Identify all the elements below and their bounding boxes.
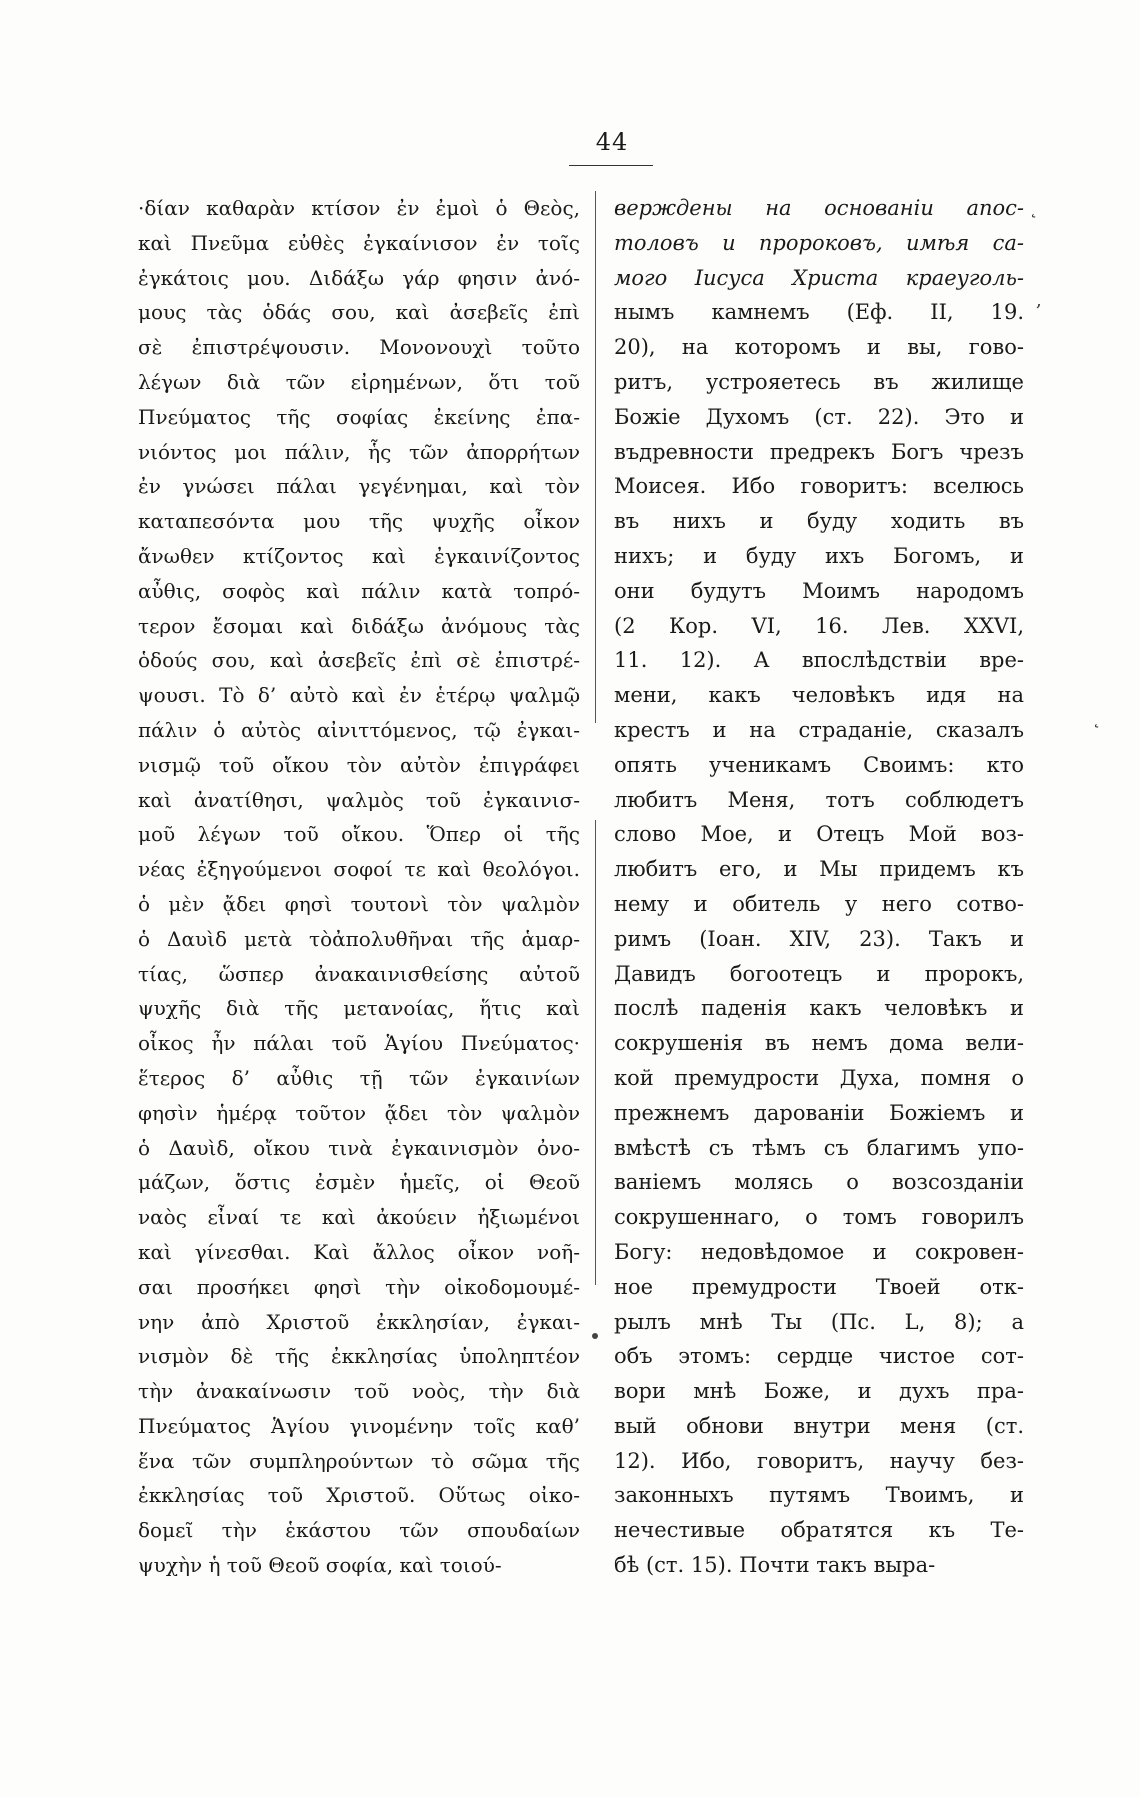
text-line: Моисея. Ибо говоритъ: вселюсь — [614, 474, 1024, 499]
text-line: любитъ Меня, тотъ соблюдетъ — [614, 787, 1024, 812]
text-line: ἐκκλησίας τοῦ Χριστοῦ. Οὕτως οἰκο- — [138, 1483, 580, 1508]
text-line: νισμὸν δὲ τῆς ἐκκλησίας ὑποληπτέον — [138, 1344, 580, 1369]
text-line: τερον ἔσομαι καὶ διδάξω ἀνόμους τὰς — [138, 613, 580, 638]
text-line: кой премудрости Духа, помня о — [614, 1065, 1024, 1090]
text-line: ὁδούς σου, καὶ ἀσεβεῖς ἐπὶ σὲ ἐπιστρέ- — [138, 648, 580, 673]
text-line: μοῦ λέγων τοῦ οἴκου. Ὅπερ οἱ τῆς — [138, 822, 580, 847]
page-number: 44 — [595, 128, 629, 156]
text-line: ное премудрости Твоей отк- — [614, 1274, 1024, 1299]
text-line: σαι προσήκει φησὶ τὴν οἰκοδομουμέ- — [138, 1274, 580, 1299]
text-line: σὲ ἐπιστρέψουσιν. Μονονουχὶ τοῦτο — [138, 335, 580, 360]
text-line: καὶ Πνεῦμα εὐθὲς ἐγκαίνισον ἐν τοῖς — [138, 230, 580, 255]
text-line: крестъ и на страданіе, сказалъ — [614, 717, 1024, 742]
text-line: въдревности предрекъ Богъ чрезъ — [614, 439, 1024, 464]
text-line: нечестивые обратятся къ Те- — [614, 1518, 1024, 1543]
text-line: αὖθις, σοφὸς καὶ πάλιν κατὰ τοπρό- — [138, 578, 580, 603]
text-line: ψουσι. Τὸ δ’ αὐτὸ καὶ ἐν ἑτέρῳ ψαλμῷ — [138, 683, 580, 708]
margin-mark: ˛ — [1029, 198, 1038, 219]
russian-column — [614, 191, 1024, 1583]
text-line: Πνεύματος τῆς σοφίας ἐκείνης ἐπα- — [138, 404, 580, 429]
text-line: толовъ и пророковъ, имѣя са- — [614, 230, 1024, 255]
text-line: ·δίαν καθαρὰν κτίσον ἐν ἐμοὶ ὁ Θεὸς, — [138, 196, 580, 220]
text-line: λέγων διὰ τῶν εἰρημένων, ὅτι τοῦ — [138, 369, 580, 394]
text-line: верждены на основаніи апос- — [614, 196, 1024, 220]
text-line: τίας, ὥσπερ ἀνακαινισθείσης αὐτοῦ — [138, 961, 580, 986]
text-line: πάλιν ὁ αὐτὸς αἰνιττόμενος, τῷ ἐγκαι- — [138, 717, 580, 742]
text-line: 12). Ибо, говоритъ, научу без- — [614, 1448, 1024, 1473]
text-line: прежнемъ дарованіи Божіемъ и — [614, 1100, 1024, 1125]
text-line: δομεῖ τὴν ἑκάστου τῶν σπουδαίων — [138, 1518, 580, 1543]
text-line: ἕτερος δ’ αὖθις τῇ τῶν ἐγκαινίων — [138, 1065, 580, 1090]
text-line: ἄνωθεν κτίζοντος καὶ ἐγκαινίζοντος — [138, 543, 580, 568]
text-line: мого Іисуса Христа краеуголь- — [614, 265, 1024, 290]
divider-dot — [592, 1333, 598, 1339]
text-line: νην ἀπὸ Χριστοῦ ἐκκλησίαν, ἐγκαι- — [138, 1309, 580, 1334]
text-line: нихъ; и буду ихъ Богомъ, и — [614, 543, 1024, 568]
text-line: μους τὰς ὁδάς σου, καὶ ἀσεβεῖς ἐπὶ — [138, 300, 580, 325]
text-line: рылъ мнѣ Ты (Пс. L, 8); а — [614, 1309, 1024, 1334]
greek-column — [138, 191, 580, 1583]
text-line: ὁ μὲν ᾄδει φησὶ τουτονὶ τὸν ψαλμὸν — [138, 891, 580, 916]
text-line: οἶκος ἦν πάλαι τοῦ Ἁγίου Πνεύματος· — [138, 1031, 580, 1056]
text-line: вмѣстѣ съ тѣмъ съ благимъ упо- — [614, 1135, 1024, 1160]
text-line: νιόντος μοι πάλιν, ἧς τῶν ἀπορρήτων — [138, 439, 580, 464]
text-line: ψυχῆς διὰ τῆς μετανοίας, ἥτις καὶ — [138, 996, 580, 1021]
page-number-rule — [569, 165, 653, 166]
text-line: вори мнѣ Боже, и духъ пра- — [614, 1379, 1024, 1404]
text-line: καὶ ἀνατίθησι, ψαλμὸς τοῦ ἐγκαινισ- — [138, 787, 580, 812]
text-line: Божіе Духомъ (ст. 22). Это и — [614, 404, 1024, 429]
text-line: Богу: недовѣдомое и сокровен- — [614, 1239, 1024, 1264]
text-line: Πνεύματος Ἁγίου γινομένην τοῖς καθ’ — [138, 1413, 580, 1438]
text-line: нымъ камнемъ (Еф. II, 19. — [614, 300, 1024, 325]
text-line: ψυχὴν ἡ τοῦ Θεοῦ σοφία, καὶ τοιού- — [138, 1553, 502, 1578]
text-line: сокрушенія въ немъ дома вели- — [614, 1031, 1024, 1056]
text-line: Давидъ богоотецъ и пророкъ, — [614, 961, 1024, 986]
text-line: ὁ Δαυὶδ μετὰ τὸἀπολυθῆναι τῆς ἁμαρ- — [138, 926, 580, 951]
text-line: 11. 12). А впослѣдствіи вре- — [614, 648, 1024, 673]
text-line: римъ (Іоан. XIV, 23). Такъ и — [614, 926, 1024, 951]
text-line: они будутъ Моимъ народомъ — [614, 578, 1024, 603]
text-line: ναὸς εἶναί τε καὶ ἀκούειν ἠξιωμένοι — [138, 1205, 580, 1230]
text-line: объ этомъ: сердце чистое сот- — [614, 1344, 1024, 1369]
text-line: ваніемъ молясь о возсозданіи — [614, 1170, 1024, 1195]
text-line: καταπεσόντα μου τῆς ψυχῆς οἶκον — [138, 509, 580, 534]
text-line: ὁ Δαυὶδ, οἴκου τινὰ ἐγκαινισμὸν ὀνο- — [138, 1135, 580, 1160]
text-line: (2 Кор. VI, 16. Лев. XXVI, — [614, 613, 1024, 638]
text-line: νέας ἐξηγούμενοι σοφοί τε καὶ θεολόγοι. — [138, 857, 580, 882]
text-line: τὴν ἀνακαίνωσιν τοῦ νοὸς, τὴν διὰ — [138, 1379, 580, 1404]
text-line: мени, какъ человѣкъ идя на — [614, 683, 1024, 708]
text-line: καὶ γίνεσθαι. Καὶ ἄλλος οἶκον νοῆ- — [138, 1239, 580, 1264]
text-line: ἐγκάτοις μου. Διδάξω γάρ φησιν ἀνό- — [138, 265, 580, 290]
text-line: вый обнови внутри меня (ст. — [614, 1413, 1024, 1438]
text-line: ритъ, устрояетесь въ жилище — [614, 369, 1024, 394]
text-line: 20), на которомъ и вы, гово- — [614, 335, 1024, 360]
text-line: νισμῷ τοῦ οἴκου τὸν αὐτὸν ἐπιγράφει — [138, 752, 580, 777]
text-line: нему и обитель у него сотво- — [614, 891, 1024, 916]
margin-mark: , — [1036, 290, 1042, 311]
margin-mark: ˛ — [1092, 708, 1101, 729]
text-line: слово Мое, и Отецъ Мой воз- — [614, 822, 1024, 847]
text-line: сокрушеннаго, о томъ говорилъ — [614, 1205, 1024, 1230]
text-line: ἐν γνώσει πάλαι γεγένημαι, καὶ τὸν — [138, 474, 580, 499]
text-line: μάζων, ὅστις ἐσμὲν ἡμεῖς, οἱ Θεοῦ — [138, 1170, 580, 1195]
text-line: φησὶν ἡμέρᾳ τοῦτον ᾄδει τὸν ψαλμὸν — [138, 1100, 580, 1125]
column-divider-lower — [595, 820, 596, 1285]
text-line: въ нихъ и буду ходить въ — [614, 509, 1024, 534]
text-line: любитъ его, и Мы придемъ къ — [614, 857, 1024, 882]
text-line: ἕνα τῶν συμπληρούντων τὸ σῶμα τῆς — [138, 1448, 580, 1473]
column-divider — [595, 191, 596, 723]
text-line: опять ученикамъ Своимъ: кто — [614, 752, 1024, 777]
text-line: законныхъ путямъ Твоимъ, и — [614, 1483, 1024, 1508]
text-line: послѣ паденія какъ человѣкъ и — [614, 996, 1024, 1021]
text-line: бѣ (ст. 15). Почти такъ выра- — [614, 1553, 936, 1578]
